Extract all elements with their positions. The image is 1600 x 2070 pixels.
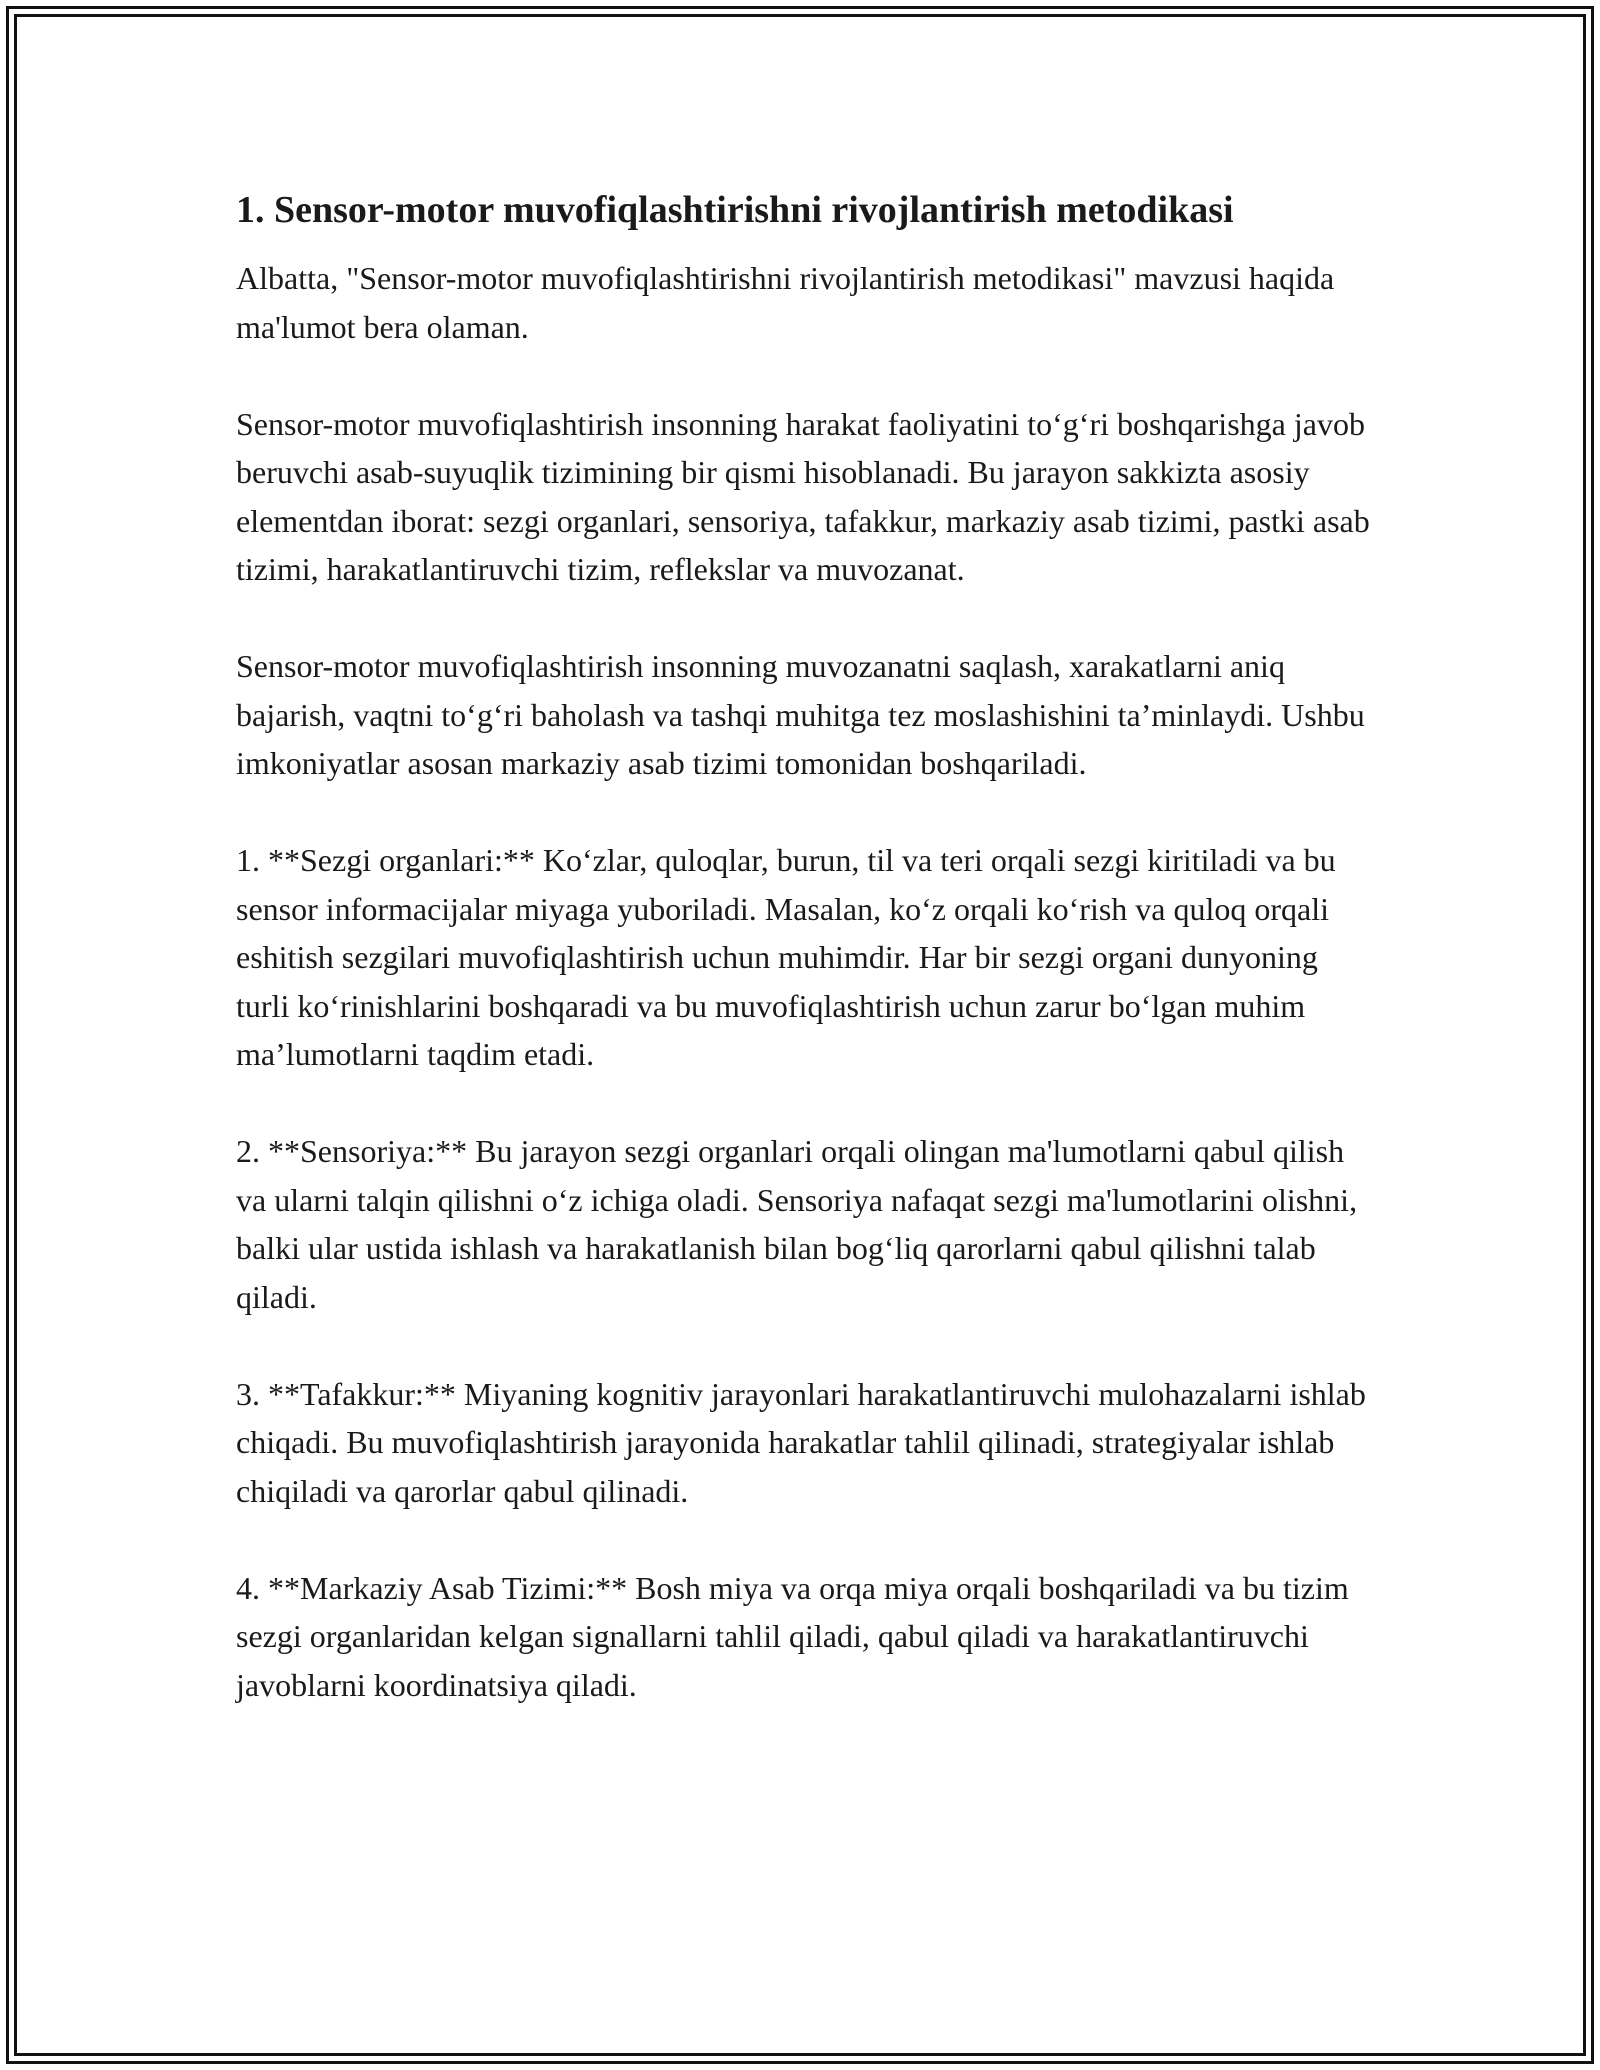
paragraph-intro: Albatta, "Sensor-motor muvofiqlashtirishni rivojlantirish metodikasi" mavzusi haqida ma'lumot bera olaman. bbox=[236, 260, 1335, 345]
paragraph-item-1: 1. **Sezgi organlari:** Ko‘zlar, quloqlar, burun, til va teri orqali sezgi kiritiladi va bu sensor informacijalar miyaga yuboriladi. Masalan, ko‘z orqali ko‘rish va quloq orqali eshitish sezgilari muvofiqlashtirish uchun muhimdir. Har bir sezgi organi dunyoning turli ko‘rinishlarini boshqaradi va bu muvofiqlashtirish uchun zarur bo‘lgan muhim ma’lumotlarni taqdim etadi. bbox=[236, 842, 1336, 1072]
document-page bbox=[236, 186, 1376, 1709]
paragraph-definition: Sensor-motor muvofiqlashtirish insonning harakat faoliyatini to‘g‘ri boshqarishga javob beruvchi asab-suyuqlik tizimining bir qismi hisoblanadi. Bu jarayon sakkizta asosiy elementdan iborat: sezgi organlari, sensoriya, tafakkur, markaziy asab tizimi, pastki asab tizimi, harakatlantiruvchi tizim, reflekslar va muvozanat. bbox=[236, 405, 1370, 587]
paragraph-item-2: 2. **Sensoriya:** Bu jarayon sezgi organlari orqali olingan ma'lumotlarni qabul qilish va ularni talqin qilishni o‘z ichiga oladi. Sensoriya nafaqat sezgi ma'lumotlarini olishni, balki ular ustida ishlash va harakatlanish bilan bog‘liq qarorlarni qabul qilishni talab qiladi. bbox=[236, 1133, 1358, 1315]
document-title: 1. Sensor-motor muvofiqlashtirishni rivojlantirish metodikasi bbox=[236, 189, 1234, 231]
paragraph-function: Sensor-motor muvofiqlashtirish insonning muvozanatni saqlash, xarakatlarni aniq bajarish, vaqtni to‘g‘ri baholash va tashqi muhitga tez moslashishini ta’minlaydi. Ushbu imkoniyatlar asosan markaziy asab tizimi tomonidan boshqariladi. bbox=[236, 648, 1365, 781]
paragraph-item-4: 4. **Markaziy Asab Tizimi:** Bosh miya va orqa miya orqali boshqariladi va bu tizim sezgi organlaridan kelgan signallarni tahlil qiladi, qabul qiladi va harakatlantiruvchi javoblarni koordinatsiya qiladi. bbox=[236, 1569, 1349, 1703]
paragraph-item-3: 3. **Tafakkur:** Miyaning kognitiv jarayonlari harakatlantiruvchi mulohazalarni ishlab chiqadi. Bu muvofiqlashtirish jarayonida harakatlar tahlil qilinadi, strategiyalar ishlab chiqiladi va qarorlar qabul qilinadi. bbox=[236, 1375, 1366, 1509]
